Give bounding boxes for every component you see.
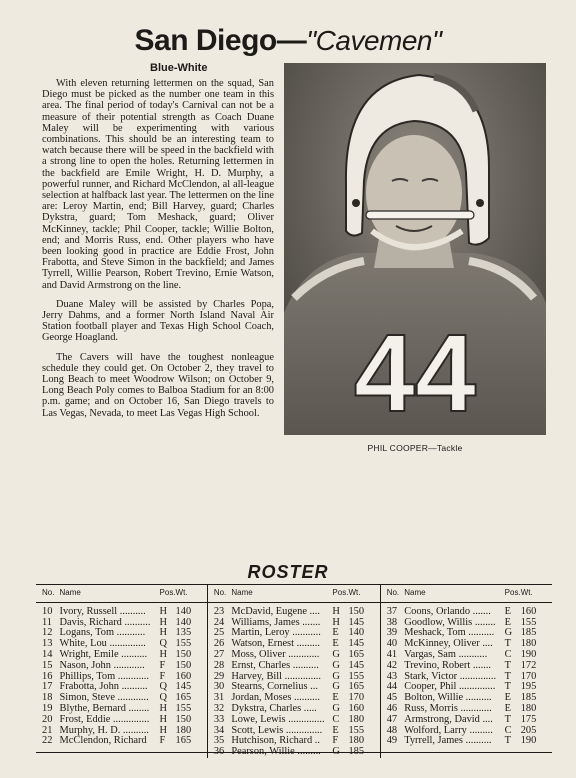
team-name: San Diego— xyxy=(134,24,307,57)
player-name: Jordan, Moses .......... xyxy=(231,692,320,704)
roster-header-row xyxy=(36,585,552,603)
player-position: H xyxy=(159,616,168,628)
player-photo-illustration xyxy=(284,63,546,435)
player-number: 20 xyxy=(42,713,53,725)
player-weight: 155 xyxy=(348,670,365,682)
player-number: 16 xyxy=(42,670,53,682)
player-photo xyxy=(284,63,546,435)
player-position: E xyxy=(332,724,339,736)
player-name: Meshack, Tom .......... xyxy=(404,627,495,639)
player-number: 30 xyxy=(207,682,231,693)
player-name: Martin, Leroy ........... xyxy=(231,627,321,639)
column-header: Pos. xyxy=(332,585,348,603)
player-position: G xyxy=(332,648,340,660)
column-header: Name xyxy=(231,585,332,603)
column-header: No. xyxy=(36,585,60,603)
player-weight: 140 xyxy=(175,605,192,617)
player-name: Frost, Eddie .............. xyxy=(59,713,150,725)
player-position: T xyxy=(504,659,512,671)
player-number: 38 xyxy=(380,618,404,629)
article-text xyxy=(42,78,274,427)
player-name: Coons, Orlando ....... xyxy=(404,605,491,617)
player-weight: 150 xyxy=(175,659,192,671)
player-name: Watson, Ernest ......... xyxy=(231,638,320,650)
player-number: 41 xyxy=(380,650,404,661)
player-name: Lowe, Lewis .............. xyxy=(231,713,325,725)
player-weight: 155 xyxy=(520,616,537,628)
player-weight: 150 xyxy=(175,713,192,725)
player-number: 21 xyxy=(42,724,53,736)
table-row xyxy=(36,602,552,617)
player-weight: 170 xyxy=(520,670,537,682)
player-position: H xyxy=(159,724,168,736)
player-number: 37 xyxy=(380,602,404,617)
player-weight: 165 xyxy=(175,692,192,704)
player-number: 36 xyxy=(207,747,231,758)
player-number: 10 xyxy=(42,605,53,617)
column-header: Pos. xyxy=(505,585,521,603)
player-number: 47 xyxy=(380,715,404,726)
player-name: Stark, Victor .............. xyxy=(404,670,497,682)
player-position: Q xyxy=(159,692,168,704)
player-name: Pearson, Willie ......... xyxy=(231,746,321,758)
player-position: T xyxy=(504,670,512,682)
player-name: McClendon, Richard xyxy=(59,735,147,747)
article-paragraph: With eleven returning lettermen on the squad, San Diego must be picked as the number one team in this area. The final period of today's Carnival can not be a measure of their potential strength as Coach Duane Maley will be experimenting with various combinations. This should be an interesting team to watch because there will be speed in the backfield with a strong line to open the holes. Returning lettermen in the backfield are Emile Wright, H. D. Murphy, a powerful runner, and Richard McClendon, al all-league selection at halfback last year. The lettermen on the line are: Leroy Martin, end; Bill Harvey, guard; Charles Dykstra, guard; Tom Meshack, guard; Oliver McKinney, tackle; Phil Cooper, tackle; Willie Bolton, end; and Morris Russ, end. Other players who have been looking good in practice are Eddie Frost, John Frabotta, and Steve Simon in the backfield; and James Tyrrell, Willie Pearson, Robert Trevino, Ernie Watson, and David Armstrong on the line. xyxy=(42,78,274,291)
player-name: Davis, Richard .......... xyxy=(59,616,151,628)
player-number: 19 xyxy=(42,702,53,714)
player-name: Bolton, Willie .......... xyxy=(404,692,492,704)
column-header: Name xyxy=(404,585,504,603)
bottom-rule xyxy=(36,752,552,753)
player-weight: 172 xyxy=(520,659,537,671)
player-name: Harvey, Bill .............. xyxy=(231,670,321,682)
player-number: 40 xyxy=(380,639,404,650)
player-name: Tyrrell, James .......... xyxy=(404,735,492,747)
player-weight: 145 xyxy=(348,638,365,650)
player-number: 14 xyxy=(42,648,53,660)
player-position: C xyxy=(504,648,512,660)
player-name: Ivory, Russell .......... xyxy=(59,605,146,617)
player-weight: 180 xyxy=(348,735,365,747)
player-position: H xyxy=(159,702,168,714)
player-weight: 190 xyxy=(520,735,537,747)
player-number: 49 xyxy=(380,736,404,747)
player-name: Trevino, Robert ....... xyxy=(404,659,492,671)
player-position: C xyxy=(332,713,340,725)
player-position: Q xyxy=(159,638,168,650)
player-weight: 155 xyxy=(175,702,192,714)
player-position: H xyxy=(159,713,168,725)
player-name: Hutchison, Richard .. xyxy=(231,735,320,747)
player-number: 39 xyxy=(380,628,404,639)
player-weight: 185 xyxy=(520,627,537,639)
player-weight: 180 xyxy=(175,724,192,736)
player-number: 46 xyxy=(380,704,404,715)
player-position: F xyxy=(159,670,166,682)
player-name: Russ, Morris ............ xyxy=(404,702,492,714)
player-weight: 205 xyxy=(520,724,537,736)
player-name: White, Lou .............. xyxy=(59,638,146,650)
player-position: E xyxy=(332,627,339,639)
player-weight: 185 xyxy=(348,746,365,758)
player-position: G xyxy=(332,746,340,758)
player-number: 13 xyxy=(42,638,53,650)
player-name: Murphy, H. D. .......... xyxy=(59,724,149,736)
player-weight: 175 xyxy=(520,713,537,725)
column-header: Wt. xyxy=(176,585,208,603)
roster-body xyxy=(36,602,552,758)
player-number: 32 xyxy=(207,704,231,715)
player-weight: 145 xyxy=(175,681,192,693)
player-name: Wright, Emile .......... xyxy=(59,648,148,660)
player-number: 27 xyxy=(207,650,231,661)
player-number: 43 xyxy=(380,672,404,683)
player-number: 34 xyxy=(207,726,231,737)
player-weight: 160 xyxy=(175,670,192,682)
player-position: F xyxy=(159,659,166,671)
page-title xyxy=(0,24,576,58)
player-name: Simon, Steve ............ xyxy=(59,692,149,704)
column-header: Wt. xyxy=(348,585,380,603)
player-weight: 185 xyxy=(520,692,537,704)
player-number: 11 xyxy=(42,616,53,628)
player-weight: 160 xyxy=(520,605,537,617)
player-name: Dykstra, Charles ..... xyxy=(231,702,317,714)
column-header: Wt. xyxy=(521,585,552,603)
player-weight: 150 xyxy=(175,648,192,660)
player-weight: 155 xyxy=(348,724,365,736)
player-position: C xyxy=(504,724,512,736)
player-position: E xyxy=(332,692,339,704)
player-number: 15 xyxy=(42,659,53,671)
roster-table xyxy=(36,584,552,758)
article-paragraph: Duane Maley will be assisted by Charles Popa, Jerry Dahms, and a former North Island Naval Air Station football player and Texas High School Coach, George Hoagland. xyxy=(42,298,274,344)
player-weight: 140 xyxy=(348,627,365,639)
player-name: Logans, Tom ........... xyxy=(59,627,146,639)
player-position: F xyxy=(159,735,166,747)
player-position: H xyxy=(332,616,340,628)
player-position: H xyxy=(332,605,340,617)
column-header: No. xyxy=(380,585,404,603)
player-weight: 165 xyxy=(348,681,365,693)
player-weight: 155 xyxy=(175,638,192,650)
player-position: E xyxy=(504,616,512,628)
player-weight: 170 xyxy=(348,692,365,704)
player-number: 29 xyxy=(207,672,231,683)
player-number: 48 xyxy=(380,726,404,737)
player-position: G xyxy=(332,659,340,671)
player-name: Williams, James ....... xyxy=(231,616,321,628)
column-header: Name xyxy=(60,585,160,603)
player-weight: 180 xyxy=(520,702,537,714)
player-number: 31 xyxy=(207,693,231,704)
player-number: 23 xyxy=(207,602,231,617)
player-name: Ernst, Charles .......... xyxy=(231,659,319,671)
player-number: 18 xyxy=(42,692,53,704)
player-position: E xyxy=(332,638,339,650)
player-name: McKinney, Oliver .... xyxy=(404,638,493,650)
player-weight: 180 xyxy=(348,713,365,725)
player-number: 22 xyxy=(42,735,53,747)
player-position: T xyxy=(504,681,512,693)
player-name: Nason, John ............ xyxy=(59,659,145,671)
player-weight: 140 xyxy=(175,616,192,628)
player-number: 26 xyxy=(207,639,231,650)
player-position: T xyxy=(504,735,512,747)
player-weight: 165 xyxy=(175,735,192,747)
player-position: G xyxy=(332,681,340,693)
player-position: T xyxy=(504,638,512,650)
player-weight: 145 xyxy=(348,659,365,671)
player-position: H xyxy=(159,627,168,639)
player-number: 33 xyxy=(207,715,231,726)
player-name: Cooper, Phil .............. xyxy=(404,681,496,693)
player-name: Moss, Oliver ............ xyxy=(231,648,320,660)
column-header: No. xyxy=(207,585,231,603)
player-number: 45 xyxy=(380,693,404,704)
player-name: Vargas, Sam ........... xyxy=(404,648,488,660)
player-name: McDavid, Eugene .... xyxy=(231,605,320,617)
player-weight: 135 xyxy=(175,627,192,639)
photo-caption: PHIL COOPER—Tackle xyxy=(367,443,463,453)
team-colors: Blue-White xyxy=(150,62,208,74)
player-number: 28 xyxy=(207,661,231,672)
player-number: 24 xyxy=(207,618,231,629)
player-weight: 160 xyxy=(348,702,365,714)
player-name: Armstrong, David .... xyxy=(404,713,493,725)
player-position: E xyxy=(504,692,512,704)
player-position: T xyxy=(504,713,512,725)
player-weight: 180 xyxy=(520,638,537,650)
player-position: G xyxy=(332,670,340,682)
player-weight: 145 xyxy=(348,616,365,628)
player-number: 17 xyxy=(42,681,53,693)
player-name: Blythe, Bernard ........ xyxy=(59,702,150,714)
team-nickname: "Cavemen" xyxy=(306,25,442,56)
player-name: Goodlow, Willis ........ xyxy=(404,616,496,628)
player-weight: 150 xyxy=(348,605,365,617)
player-number: 42 xyxy=(380,661,404,672)
player-number: 44 xyxy=(380,682,404,693)
player-name: Scott, Lewis .............. xyxy=(231,724,323,736)
player-weight: 190 xyxy=(520,648,537,660)
player-position: H xyxy=(159,648,168,660)
roster-heading: ROSTER xyxy=(247,562,329,582)
player-position: E xyxy=(504,605,512,617)
player-name: Wolford, Larry ......... xyxy=(404,724,493,736)
player-position: H xyxy=(159,605,168,617)
player-weight: 165 xyxy=(348,648,365,660)
player-number: 12 xyxy=(42,627,53,639)
player-number: 35 xyxy=(207,736,231,747)
player-position: G xyxy=(332,702,340,714)
player-name: Phillips, Tom ............ xyxy=(59,670,149,682)
table-row xyxy=(36,661,552,672)
player-position: Q xyxy=(159,681,168,693)
player-position: F xyxy=(332,735,339,747)
player-name: Frabotta, John .......... xyxy=(59,681,148,693)
player-position: G xyxy=(504,627,513,639)
table-row xyxy=(36,715,552,726)
article-paragraph: The Cavers will have the toughest nonleague schedule they could get. On October 2, they travel to Long Beach to meet Woodrow Wilson; on October 9, Long Beach Poly comes to Balboa Stadium for an 8:00 p.m. game; and on October 16, San Diego travels to Las Vegas, Nevada, to meet Las Vegas High School. xyxy=(42,351,274,419)
player-weight: 195 xyxy=(520,681,537,693)
player-name: Stearns, Cornelius ... xyxy=(231,681,318,693)
player-number: 25 xyxy=(207,628,231,639)
column-header: Pos. xyxy=(160,585,176,603)
player-position: E xyxy=(504,702,512,714)
jersey-number: 44 xyxy=(353,312,477,435)
